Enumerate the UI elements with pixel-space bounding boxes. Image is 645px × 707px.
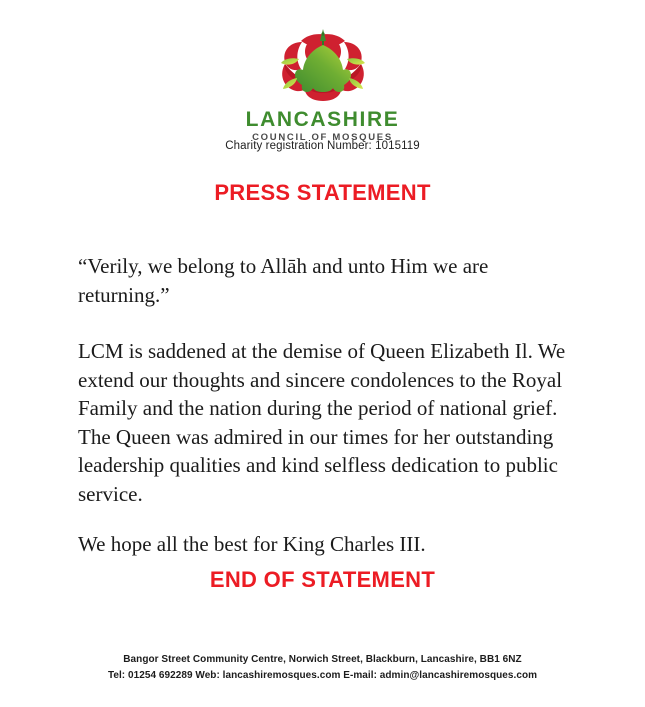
footer-contact: Tel: 01254 692289 Web: lancashiremosques.com E-mail: admin@lancashiremosques.com: [107, 670, 538, 681]
statement-body: [78, 252, 566, 559]
press-statement-heading: PRESS STATEMENT: [214, 180, 431, 205]
logo-organisation-subtitle: COUNCIL OF MOSQUES: [252, 132, 393, 143]
lancashire-rose-mosque-logo-icon: [271, 28, 375, 108]
logo-organisation-name: LANCASHIRE: [245, 108, 400, 131]
logo-wordmark: [0, 109, 645, 143]
quote-paragraph: “Verily, we belong to Allāh and unto Him we are returning.”: [78, 254, 489, 307]
organisation-logo-block: [0, 28, 645, 143]
main-paragraph: LCM is saddened at the demise of Queen Elizabeth Il. We extend our thoughts and sincere condolences to the Royal Family and the nation during the period of national grief. The Queen was admired in our times for her outstanding leadership qualities and kind selfless dedication to public service.: [78, 339, 566, 506]
charity-registration-line: Charity registration Number: 1015119: [225, 140, 420, 152]
closing-paragraph: We hope all the best for King Charles III.: [78, 532, 426, 556]
footer-address: Bangor Street Community Centre, Norwich Street, Blackburn, Lancashire, BB1 6NZ: [123, 654, 522, 665]
document-footer: [0, 652, 645, 684]
end-of-statement-heading: END OF STATEMENT: [209, 567, 436, 592]
